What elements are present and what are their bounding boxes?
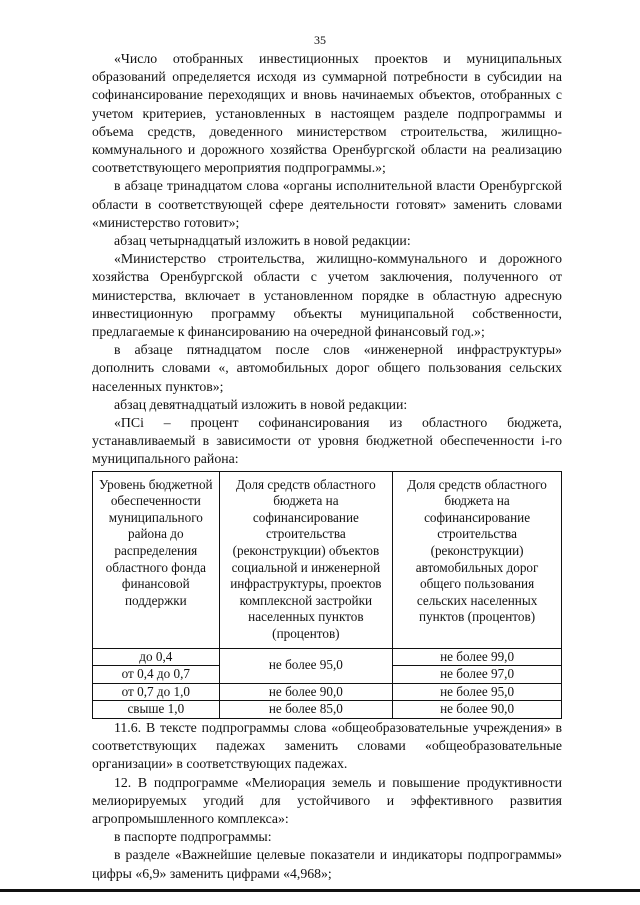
cell-level: от 0,4 до 0,7 bbox=[93, 666, 220, 684]
cell-social: не более 95,0 bbox=[219, 648, 393, 683]
paragraph: в разделе «Важнейшие целевые показатели и индикаторы подпрограммы» цифры «6,9» заменить цифрами «4,968»; bbox=[92, 847, 562, 881]
header-budget-level: Уровень бюджетной обеспеченности муниципального района до распределения областного фонда финансовой поддержки bbox=[93, 471, 220, 648]
cell-roads: не более 97,0 bbox=[393, 666, 562, 684]
page-number: 35 bbox=[314, 33, 326, 47]
paragraph: «Число отобранных инвестиционных проектов и муниципальных образований определяется исходя из суммарной потребности в субсидии на софинансирование переходящих и вновь начинаемых объектов, отобранных с учетом критериев, установленных в настоящем разделе подпрограммы и объема средств, доведенного министерством строительства, жилищно-коммунального и дорожного хозяйства Оренбургской области на реализацию соответствующего мероприятия подпрограммы.»; bbox=[92, 51, 562, 176]
paragraph: 11.6. В тексте подпрограммы слова «общеобразовательные учреждения» в соответствующих падежах заменить словами «общеобразовательные организации» в соответствующих падежах. bbox=[92, 719, 562, 772]
table-header-row bbox=[93, 471, 562, 648]
paragraph: абзац четырнадцатый изложить в новой редакции: bbox=[114, 233, 411, 249]
document-body bbox=[92, 50, 562, 883]
cell-roads: не более 99,0 bbox=[393, 648, 562, 666]
table-row bbox=[93, 648, 562, 666]
paragraph: «Министерство строительства, жилищно-коммунального и дорожного хозяйства Оренбургской области с учетом заключения, полученного от министерства, включает в установленном порядке в областную адресную инвестиционную программу объекты муниципальной собственности, предлагаемые к финансированию на очередной финансовый год.»; bbox=[92, 251, 562, 340]
cell-level: от 0,7 до 1,0 bbox=[93, 683, 220, 701]
cell-level: до 0,4 bbox=[93, 648, 220, 666]
paragraph: «ПСi – процент софинансирования из областного бюджета, устанавливаемый в зависимости от уровня бюджетной обеспеченности i-го муниципального района: bbox=[92, 415, 562, 467]
table-row bbox=[93, 701, 562, 719]
cell-roads: не более 95,0 bbox=[393, 683, 562, 701]
paragraph: абзац девятнадцатый изложить в новой редакции: bbox=[114, 396, 408, 412]
paragraph: 12. В подпрограмме «Мелиорация земель и повышение продуктивности мелиорируемых угодий для устойчивого и эффективного развития агропромышленного комплекса»: bbox=[92, 774, 562, 826]
paragraph: в паспорте подпрограммы: bbox=[114, 829, 272, 845]
header-roads-share: Доля средств областного бюджета на софинансирование строительства (реконструкции) автомобильных дорог общего пользования сельских населенных пунктов (процентов) bbox=[393, 471, 562, 648]
header-social-share: Доля средств областного бюджета на софинансирование строительства (реконструкции) объектов социальной и инженерной инфраструктуры, проектов комплексной застройки населенных пунктов (процентов) bbox=[219, 471, 393, 648]
table-row bbox=[93, 683, 562, 701]
bottom-divider bbox=[0, 889, 640, 892]
cell-roads: не более 90,0 bbox=[393, 701, 562, 719]
paragraph: в абзаце тринадцатом слова «органы исполнительной власти Оренбургской области в соответствующей сфере деятельности готовят» заменить словами «министерство готовит»; bbox=[92, 178, 562, 230]
cell-level: свыше 1,0 bbox=[93, 701, 220, 719]
cell-social: не более 90,0 bbox=[219, 683, 393, 701]
cofinancing-table bbox=[92, 471, 562, 719]
cell-social: не более 85,0 bbox=[219, 701, 393, 719]
paragraph: в абзаце пятнадцатом после слов «инженерной инфраструктуры» дополнить словами «, автомобильных дорог общего пользования сельских населенных пунктов»; bbox=[92, 342, 562, 394]
